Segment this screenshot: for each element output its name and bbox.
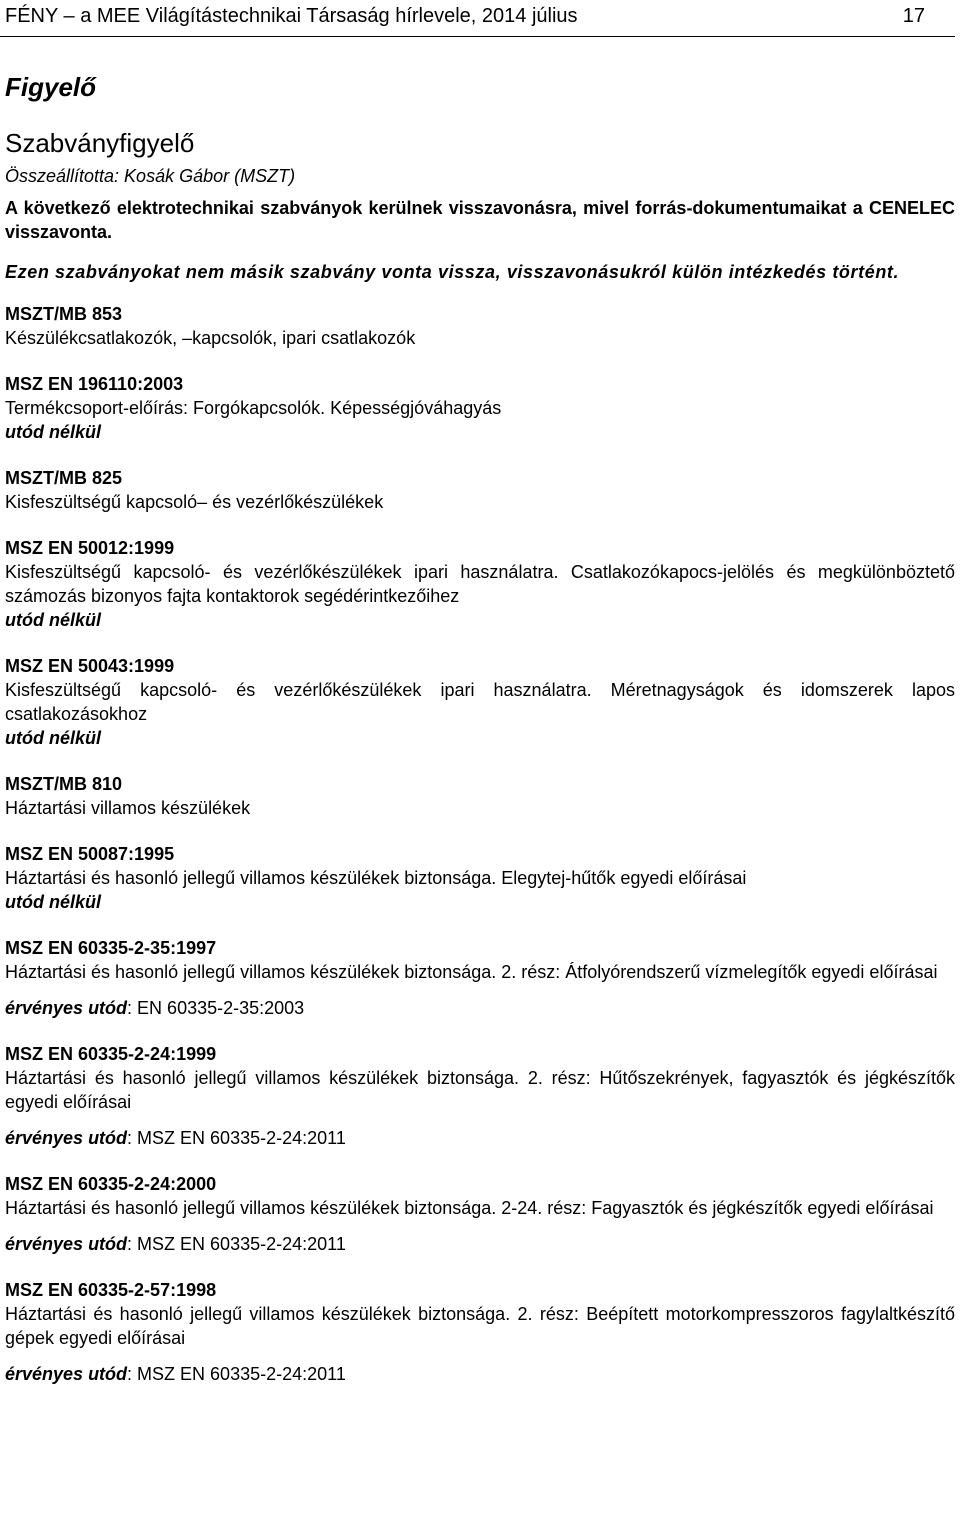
successor-value: : EN 60335-2-35:2003 bbox=[127, 998, 305, 1018]
header-rule bbox=[0, 36, 955, 37]
standard-code: MSZ EN 60335-2-57:1998 bbox=[5, 1280, 217, 1300]
standard-entry bbox=[5, 842, 955, 914]
standard-description: Háztartási és hasonló jellegű villamos készülékek biztonsága. 2-24. rész: Fagyasztók és jégkészítők egyedi előírásai bbox=[5, 1198, 934, 1218]
standard-status: utód nélkül bbox=[5, 892, 101, 912]
standard-description: Háztartási és hasonló jellegű villamos készülékek biztonsága. 2. rész: Átfolyórendszerű vízmelegítők egyedi előírásai bbox=[5, 962, 938, 982]
committee-code: MSZT/MB 810 bbox=[5, 774, 123, 794]
committee-code: MSZT/MB 853 bbox=[5, 304, 123, 324]
section-title: Figyelő bbox=[5, 72, 97, 102]
standard-status: utód nélkül bbox=[5, 610, 101, 630]
standard-code: MSZ EN 50043:1999 bbox=[5, 656, 175, 676]
header-title: FÉNY – a MEE Világítástechnikai Társaság hírlevele, 2014 július bbox=[5, 5, 578, 27]
successor-label: érvényes utód bbox=[5, 1234, 128, 1254]
standard-description: Háztartási és hasonló jellegű villamos készülékek biztonsága. 2. rész: Beépített motorkompresszoros fagylaltkészítő gépek egyedi előírásai bbox=[5, 1304, 955, 1348]
standard-entry bbox=[5, 936, 955, 1020]
successor-value: : MSZ EN 60335-2-24:2011 bbox=[127, 1128, 346, 1148]
compiled-by: Összeállította: Kosák Gábor (MSZT) bbox=[5, 166, 296, 186]
standard-code: MSZ EN 60335-2-24:1999 bbox=[5, 1044, 217, 1064]
standard-description: Háztartási és hasonló jellegű villamos készülékek biztonsága. Elegytej-hűtők egyedi előírásai bbox=[5, 868, 747, 888]
successor-label: érvényes utód bbox=[5, 1364, 128, 1384]
standard-status: utód nélkül bbox=[5, 422, 101, 442]
standard-entry bbox=[5, 536, 955, 632]
successor-line bbox=[5, 1126, 955, 1150]
standard-description: Kisfeszültségű kapcsoló- és vezérlőkészülékek ipari használatra. Méretnagyságok és idomszerek lapos csatlakozásokhoz bbox=[5, 680, 955, 724]
successor-line bbox=[5, 1232, 955, 1256]
standard-entry bbox=[5, 1172, 955, 1256]
successor-line bbox=[5, 996, 955, 1020]
committee-group bbox=[5, 772, 955, 820]
committee-name: Kisfeszültségű kapcsoló– és vezérlőkészülékek bbox=[5, 492, 384, 512]
intro-paragraph: A következő elektrotechnikai szabványok kerülnek visszavonásra, mivel forrás-dokumentumaikat a CENELEC visszavonta. bbox=[5, 198, 955, 242]
committee-name: Készülékcsatlakozók, –kapcsolók, ipari csatlakozók bbox=[5, 328, 416, 348]
standard-entry bbox=[5, 1042, 955, 1150]
standard-code: MSZ EN 50012:1999 bbox=[5, 538, 175, 558]
committee-group bbox=[5, 466, 955, 514]
committee-group bbox=[5, 302, 955, 350]
committee-code: MSZT/MB 825 bbox=[5, 468, 123, 488]
standard-entry bbox=[5, 654, 955, 750]
successor-label: érvényes utód bbox=[5, 1128, 128, 1148]
standard-code: MSZ EN 60335-2-35:1997 bbox=[5, 938, 217, 958]
page-header bbox=[5, 0, 955, 28]
successor-line bbox=[5, 1362, 955, 1386]
standard-code: MSZ EN 60335-2-24:2000 bbox=[5, 1174, 217, 1194]
subtitle: Szabványfigyelő bbox=[5, 128, 195, 158]
successor-value: : MSZ EN 60335-2-24:2011 bbox=[127, 1234, 346, 1254]
successor-label: érvényes utód bbox=[5, 998, 128, 1018]
page-number: 17 bbox=[902, 5, 925, 27]
standard-code: MSZ EN 50087:1995 bbox=[5, 844, 175, 864]
successor-value: : MSZ EN 60335-2-24:2011 bbox=[127, 1364, 346, 1384]
standard-description: Háztartási és hasonló jellegű villamos készülékek biztonsága. 2. rész: Hűtőszekrények, fagyasztók és jégkészítők egyedi előírásai bbox=[5, 1068, 955, 1112]
note-paragraph: Ezen szabványokat nem másik szabvány vonta vissza, visszavonásukról külön intézkedés történt. bbox=[5, 262, 900, 282]
standard-status: utód nélkül bbox=[5, 728, 101, 748]
standard-entry bbox=[5, 1278, 955, 1386]
standard-entry bbox=[5, 372, 955, 444]
committee-name: Háztartási villamos készülékek bbox=[5, 798, 251, 818]
standard-description: Termékcsoport-előírás: Forgókapcsolók. Képességjóváhagyás bbox=[5, 398, 502, 418]
standard-description: Kisfeszültségű kapcsoló- és vezérlőkészülékek ipari használatra. Csatlakozókapocs-jelölés és megkülönböztető számozás bizonyos fajta kontaktorok segédérintkezőihez bbox=[5, 562, 955, 606]
standard-code: MSZ EN 196110:2003 bbox=[5, 374, 184, 394]
